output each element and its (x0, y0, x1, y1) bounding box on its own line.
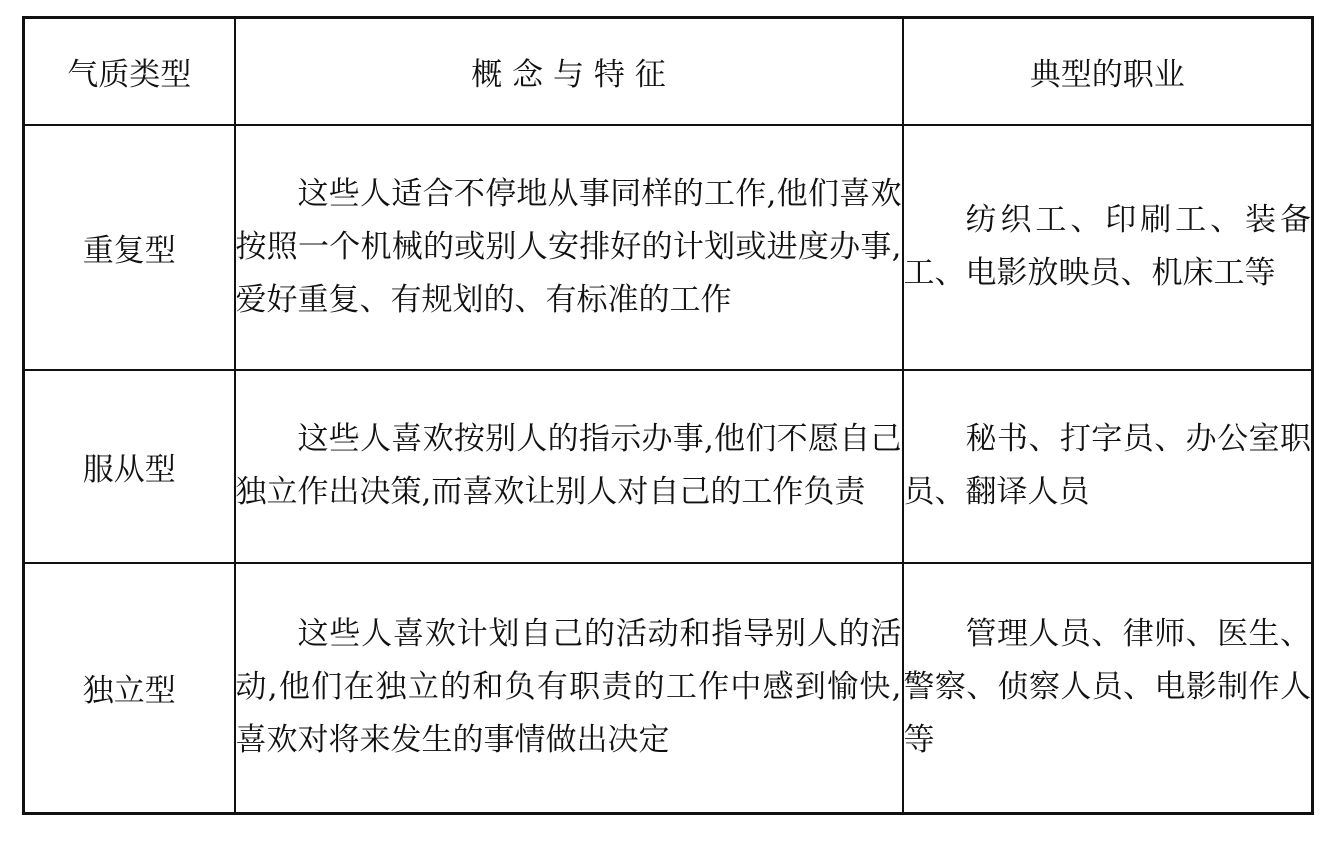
temperament-type-cell: 服从型 (24, 370, 235, 563)
concept-text: 这些人喜欢按别人的指示办事,他们不愿自己独立作出决策,而喜欢让别人对自己的工作负责 (235, 421, 902, 510)
header-concept-features: 概 念 与 特 征 (235, 18, 903, 125)
jobs-text: 纺织工、印刷工、装备工、电影放映员、机床工等 (903, 202, 1311, 291)
jobs-cell (903, 125, 1313, 370)
jobs-cell (903, 563, 1313, 814)
header-typical-jobs: 典型的职业 (903, 18, 1313, 125)
table-row (24, 125, 1313, 370)
temperament-type-cell: 重复型 (24, 125, 235, 370)
concept-cell (235, 370, 903, 563)
table-row (24, 370, 1313, 563)
jobs-text: 管理人员、律师、医生、警察、侦察人员、电影制作人等 (903, 616, 1311, 759)
header-temperament-type: 气质类型 (24, 18, 235, 125)
concept-cell (235, 563, 903, 814)
table-header-row (24, 18, 1313, 125)
concept-cell (235, 125, 903, 370)
temperament-type-cell: 独立型 (24, 563, 235, 814)
jobs-text: 秘书、打字员、办公室职员、翻译人员 (903, 421, 1311, 510)
concept-text: 这些人适合不停地从事同样的工作,他们喜欢按照一个机械的或别人安排好的计划或进度办事,爱好重复、有规划的、有标准的工作 (235, 175, 902, 318)
table-row (24, 563, 1313, 814)
jobs-cell (903, 370, 1313, 563)
temperament-occupation-table (22, 16, 1314, 815)
concept-text: 这些人喜欢计划自己的活动和指导别人的活动,他们在独立的和负有职责的工作中感到愉快,喜欢对将来发生的事情做出决定 (235, 616, 902, 759)
